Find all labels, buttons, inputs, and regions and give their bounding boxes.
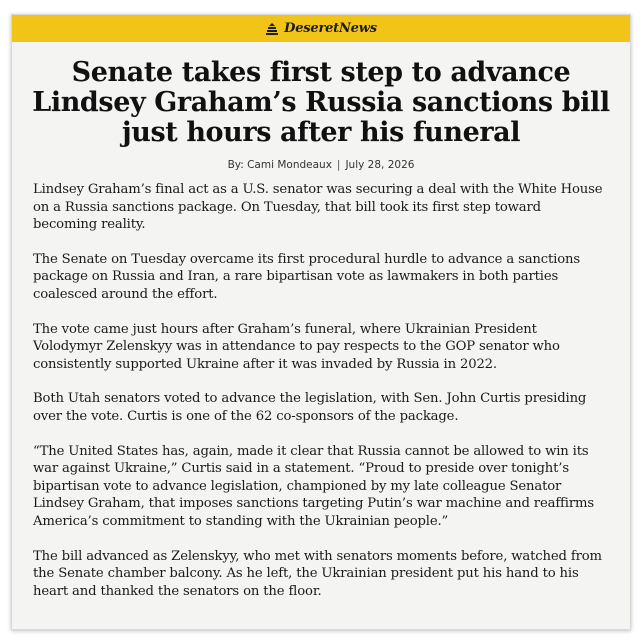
byline-author[interactable]: By: Cami Mondeaux [227, 159, 332, 171]
article-headline: Senate takes first step to advance Lindsey Graham’s Russia sanctions bill just hours after his funeral [32, 57, 610, 148]
article-body [33, 181, 608, 600]
byline-separator: | [336, 159, 341, 171]
paragraph: “The United States has, again, made it clear that Russia cannot be allowed to win its war against Ukraine,” Curtis said in a statement. “Proud to preside over tonight’s bipartisan vote to advance legislation, championed by my late colleague Senator Lindsey Graham, that imposes sanctions targeting Putin’s war machine and reaffirms America’s commitment to standing with the Ukrainian people.” [33, 443, 594, 529]
paragraph: The vote came just hours after Graham’s funeral, where Ukrainian President Volodymyr Zelenskyy was in attendance to pay respects to the GOP senator who consistently supported Ukraine after it was invaded by Russia in 2022. [33, 321, 560, 372]
byline [12, 159, 630, 171]
paragraph: Both Utah senators voted to advance the legislation, with Sen. John Curtis presiding over the vote. Curtis is one of the 62 co-sponsors of the package. [33, 391, 587, 424]
brand-name[interactable]: DeseretNews [284, 21, 377, 36]
beehive-icon [265, 22, 279, 36]
paragraph: Lindsey Graham’s final act as a U.S. senator was securing a deal with the White House on a Russia sanctions package. On Tuesday, that bill took its first step toward becoming reality. [33, 182, 603, 233]
paragraph: The bill advanced as Zelenskyy, who met with senators moments before, watched from the Senate chamber balcony. As he left, the Ukrainian president put his hand to his heart and thanked the senators on the floor. [33, 548, 602, 599]
article-card [11, 14, 631, 630]
byline-date: July 28, 2026 [345, 159, 415, 171]
paragraph: The Senate on Tuesday overcame its first procedural hurdle to advance a sanctions package on Russia and Iran, a rare bipartisan vote as lawmakers in both parties coalesced around the effort. [33, 251, 580, 302]
brand-bar [12, 15, 630, 42]
